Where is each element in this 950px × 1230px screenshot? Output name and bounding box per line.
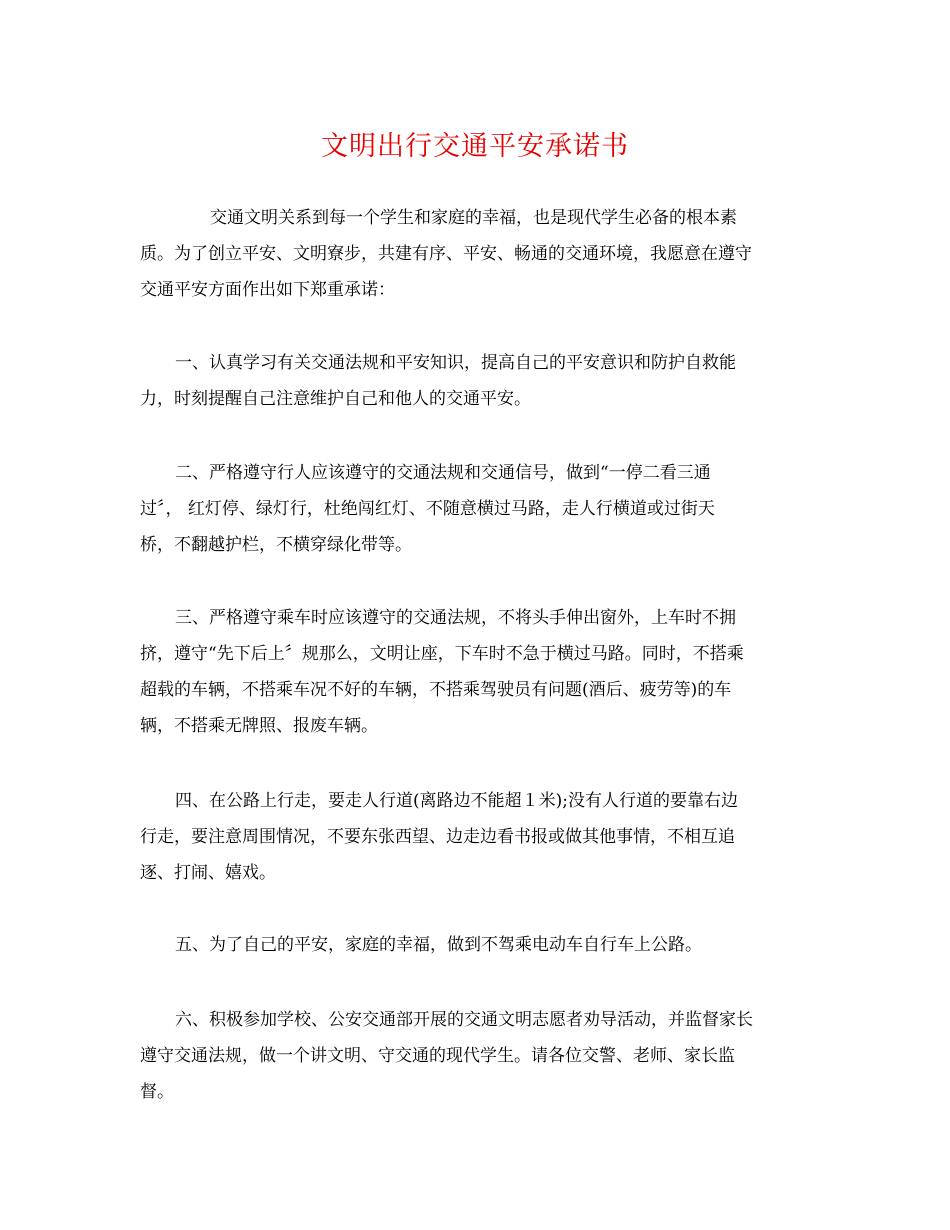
paragraph-line: 交通文明关系到每一个学生和家庭的幸福，也是现代学生必备的根本素 bbox=[210, 208, 737, 228]
paragraph-line: 六、积极参加学校、公安交通部开展的交通文明志愿者劝导活动，并监督家长 bbox=[175, 1010, 753, 1030]
pledge-item-5 bbox=[140, 927, 812, 963]
paragraph-line: 四、在公路上行走，要走人行道(离路边不能超１米);没有人行道的要靠右边 bbox=[175, 791, 738, 811]
paragraph-line: 督。 bbox=[140, 1082, 174, 1102]
paragraph-line: 过〞， 红灯停、绿灯行，杜绝闯红灯、不随意横过马路，走人行横道或过街天 bbox=[140, 499, 715, 519]
intro-paragraph bbox=[140, 200, 812, 308]
paragraph-line: 三、严格遵守乘车时应该遵守的交通法规，不将头手伸出窗外，上车时不拥 bbox=[175, 608, 736, 628]
pledge-item-3 bbox=[140, 600, 812, 744]
pledge-item-1 bbox=[140, 345, 812, 417]
paragraph-line: 超载的车辆，不搭乘车况不好的车辆，不搭乘驾驶员有问题(酒后、疲劳等)的车 bbox=[140, 680, 732, 700]
paragraph-line: 行走，要注意周围情况，不要东张西望、边走边看书报或做其他事情，不相互追 bbox=[140, 827, 735, 847]
paragraph-line: 五、为了自己的平安，家庭的幸福，做到不驾乘电动车自行车上公路。 bbox=[175, 935, 702, 955]
paragraph-line: 挤，遵守“先下后上〞规那么，文明让座，下车时不急于横过马路。同时，不搭乘 bbox=[140, 644, 744, 664]
paragraph-line: 交通平安方面作出如下郑重承诺： bbox=[140, 280, 395, 300]
pledge-item-6 bbox=[140, 1002, 812, 1110]
document-title: 文明出行交通平安承诺书 bbox=[321, 131, 629, 162]
paragraph-line: 一、认真学习有关交通法规和平安知识，提高自己的平安意识和防护自救能 bbox=[175, 353, 736, 373]
paragraph-line: 遵守交通法规，做一个讲文明、守交通的现代学生。请各位交警、老师、家长监 bbox=[140, 1046, 735, 1066]
paragraph-line: 逐、打闹、嬉戏。 bbox=[140, 863, 276, 883]
paragraph-line: 桥，不翻越护栏，不横穿绿化带等。 bbox=[140, 535, 412, 555]
paragraph-line: 二、严格遵守行人应该遵守的交通法规和交通信号，做到“一停二看三通 bbox=[175, 463, 711, 483]
pledge-item-2 bbox=[140, 455, 812, 563]
paragraph-line: 辆，不搭乘无牌照、报废车辆。 bbox=[140, 716, 378, 736]
paragraph-line: 力，时刻提醒自己注意维护自己和他人的交通平安。 bbox=[140, 389, 531, 409]
paragraph-line: 质。为了创立平安、文明寮步，共建有序、平安、畅通的交通环境，我愿意在遵守 bbox=[140, 244, 752, 264]
pledge-item-4 bbox=[140, 783, 812, 891]
